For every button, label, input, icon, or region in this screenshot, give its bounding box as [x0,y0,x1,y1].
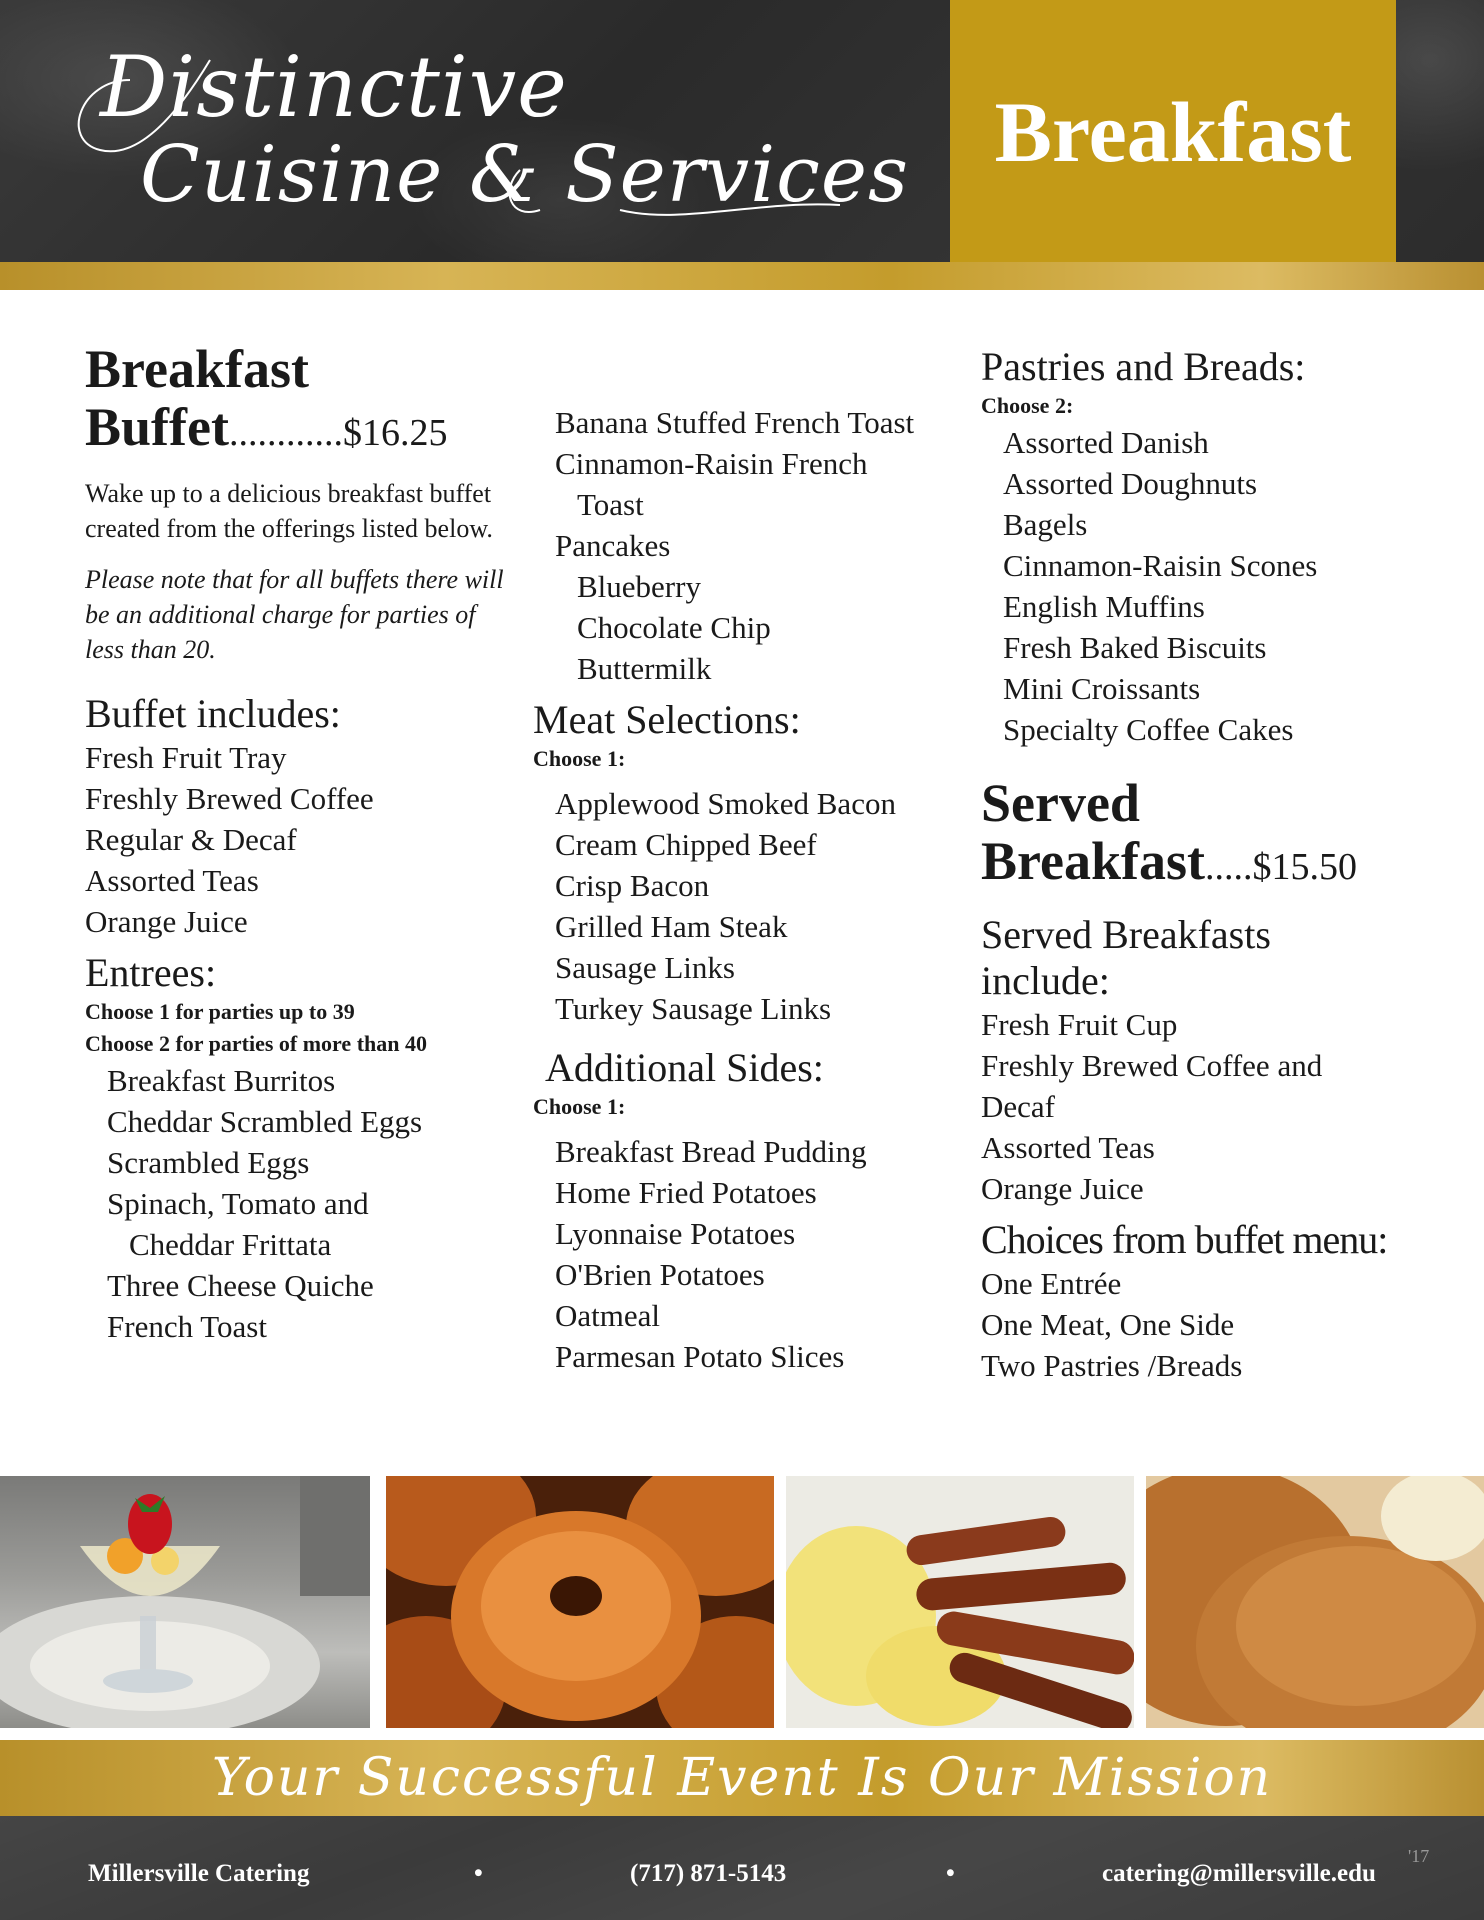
list-item: Orange Juice [85,904,248,939]
list-item: Cinnamon-Raisin Scones [1003,548,1318,583]
list-item: Cheddar Frittata [129,1227,332,1262]
logo-line-1: Distinctive [100,38,568,136]
list-item: Assorted Teas [981,1130,1155,1165]
tagline-banner: Your Successful Event Is Our Mission [0,1740,1484,1816]
list-item: Fresh Fruit Tray [85,740,287,775]
footer-phone: (717) 871-5143 [630,1860,787,1887]
list-item: Assorted Danish [1003,425,1209,460]
served-title: Served Breakfast.....$15.50 [981,773,1357,891]
contact-footer [0,1816,1484,1920]
footer-separator: • [474,1860,483,1887]
sides-choose: Choose 1: [533,1094,626,1119]
list-item: Spinach, Tomato and [107,1186,369,1221]
company-logo [60,20,910,250]
column-buffet [85,340,515,1347]
bagels-photo [386,1476,774,1728]
list-item: Three Cheese Quiche [107,1268,374,1303]
list-item: Blueberry [577,569,701,604]
list-item: Lyonnaise Potatoes [555,1216,796,1251]
list-item: Cinnamon-Raisin French [555,446,868,481]
buffet-description: Wake up to a delicious breakfast buffet created from the offerings listed below. [85,479,493,543]
header-banner [0,0,1484,262]
list-item: Decaf [981,1089,1055,1124]
list-item: Freshly Brewed Coffee [85,781,374,816]
meat-heading: Meat Selections: [533,697,801,742]
buffet-title: Breakfast Buffet............$16.25 [85,339,448,457]
choices-heading: Choices from buffet menu: [981,1217,1388,1262]
eggs-sausage-illustration [786,1476,1134,1728]
meat-choose: Choose 1: [533,746,626,771]
gold-divider [0,262,1484,290]
list-item: Freshly Brewed Coffee and [981,1048,1323,1083]
eggs-sausage-photo [786,1476,1134,1728]
list-item: Oatmeal [555,1298,661,1333]
served-includes-list [981,1004,1421,1209]
choices-list [981,1263,1421,1386]
list-item: Breakfast Burritos [107,1063,336,1098]
list-item: Applewood Smoked Bacon [555,786,896,821]
footer-separator: • [946,1860,955,1887]
served-price: .....$15.50 [1205,846,1357,888]
list-item: Fresh Baked Biscuits [1003,630,1267,665]
list-item: Pancakes [555,528,671,563]
fruit-cup-photo [0,1476,370,1728]
list-item: Turkey Sausage Links [555,991,832,1026]
pancakes-illustration [1146,1476,1484,1728]
pastries-heading: Pastries and Breads: [981,344,1306,389]
list-item: Mini Croissants [1003,671,1201,706]
entrees-choose-1: Choose 1 for parties up to 39 [85,999,355,1024]
footer-email: catering@millersville.edu [1102,1860,1376,1887]
entrees-choose-2: Choose 2 for parties of more than 40 [85,1031,427,1056]
list-item: Two Pastries /Breads [981,1348,1243,1383]
list-item: Assorted Teas [85,863,259,898]
list-item: Orange Juice [981,1171,1144,1206]
list-item: French Toast [107,1309,267,1344]
footer-year: '17 [1408,1846,1430,1866]
list-item: Buttermilk [577,651,712,686]
buffet-price: ............$16.25 [228,412,448,454]
list-item: Cream Chipped Beef [555,827,817,862]
page-title: Breakfast [994,84,1352,180]
list-item: Assorted Doughnuts [1003,466,1258,501]
list-item: One Entrée [981,1266,1122,1301]
breakfast-title-box [950,0,1396,262]
pastries-choose: Choose 2: [981,393,1074,418]
list-item: Fresh Fruit Cup [981,1007,1178,1042]
list-item: Bagels [1003,507,1088,542]
list-item: Sausage Links [555,950,735,985]
column-selections [533,402,963,1377]
list-item: Scrambled Eggs [107,1145,310,1180]
entrees-continued-list [533,402,963,689]
list-item: Toast [577,487,644,522]
entrees-list [85,1060,515,1347]
fruit-cup-illustration [0,1476,370,1728]
list-item: One Meat, One Side [981,1307,1235,1342]
logo-line-2: Cuisine & Services [140,130,910,220]
list-item: Regular & Decaf [85,822,297,857]
buffet-note: Please note that for all buffets there will be an additional charge for parties of less than 20. [85,565,504,664]
footer-company-name: Millersville Catering [88,1860,310,1887]
pastries-list [981,422,1421,750]
pancakes-photo [1146,1476,1484,1728]
meat-list [533,783,963,1029]
served-includes-heading: Served Breakfasts include: [981,912,1271,1003]
list-item: English Muffins [1003,589,1205,624]
sides-list [533,1131,963,1377]
list-item: O'Brien Potatoes [555,1257,765,1292]
sides-heading: Additional Sides: [545,1045,824,1090]
buffet-includes-list [85,737,515,942]
list-item: Grilled Ham Steak [555,909,788,944]
buffet-includes-heading: Buffet includes: [85,691,341,736]
column-served [981,344,1421,1386]
list-item: Banana Stuffed French Toast [555,405,915,440]
list-item: Chocolate Chip [577,610,771,645]
bagels-illustration [386,1476,774,1728]
list-item: Breakfast Bread Pudding [555,1134,867,1169]
list-item: Cheddar Scrambled Eggs [107,1104,423,1139]
entrees-heading: Entrees: [85,950,217,995]
list-item: Specialty Coffee Cakes [1003,712,1294,747]
list-item: Home Fried Potatoes [555,1175,817,1210]
list-item: Crisp Bacon [555,868,710,903]
list-item: Parmesan Potato Slices [555,1339,845,1374]
